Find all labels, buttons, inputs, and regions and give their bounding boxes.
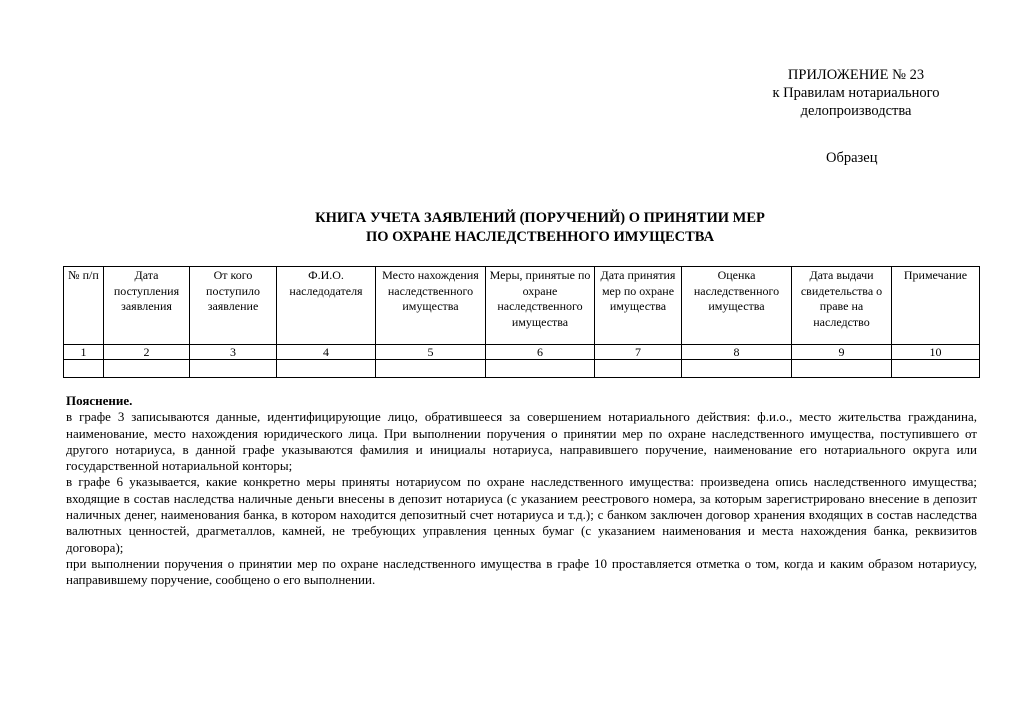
explanation-section xyxy=(66,393,977,589)
empty-cell xyxy=(486,360,595,378)
column-number: 1 xyxy=(64,345,104,360)
column-header: Дата поступления заявления xyxy=(104,267,190,345)
column-number: 9 xyxy=(792,345,892,360)
explanation-heading: Пояснение. xyxy=(66,393,133,408)
explanation-paragraph: в графе 6 указывается, какие конкретно меры приняты нотариусом по охране наследственного имущества: произведена опись наследственного имущества; входящие в состав наследства наличные деньги внесены в депозит нотариуса (с указанием реестрового номера, за которым зарегистрировано внесение в депозит наличных денег, наименования банка, в котором находится депозитный счет нотариуса и т.д.); с банком заключен договор хранения входящих в состав наследства валютных ценностей, драгметаллов, камней, не требующих управления ценных бумаг (с указанием наименования и места нахождения банка, реквизитов договора); xyxy=(66,474,977,555)
column-number: 5 xyxy=(376,345,486,360)
sample-label: Образец xyxy=(826,150,878,166)
appendix-rules-line: к Правилам нотариального xyxy=(772,85,940,101)
empty-cell xyxy=(190,360,277,378)
empty-cell xyxy=(682,360,792,378)
column-header: Примечание xyxy=(892,267,980,345)
column-number: 2 xyxy=(104,345,190,360)
empty-cell xyxy=(792,360,892,378)
empty-entry-row xyxy=(64,360,980,378)
empty-cell xyxy=(104,360,190,378)
header-row xyxy=(64,267,980,345)
column-header: Ф.И.О. наследодателя xyxy=(277,267,376,345)
column-header: № п/п xyxy=(64,267,104,345)
column-header: Дата принятия мер по охране имущества xyxy=(595,267,682,345)
empty-cell xyxy=(595,360,682,378)
column-header: Дата выдачи свидетельства о праве на наследство xyxy=(792,267,892,345)
document-title xyxy=(150,209,930,247)
empty-cell xyxy=(277,360,376,378)
appendix-number: ПРИЛОЖЕНИЕ № 23 xyxy=(787,67,925,83)
appendix-rules-line: делопроизводства xyxy=(800,103,912,119)
explanation-paragraph: при выполнении поручения о принятии мер по охране наследственного имущества в графе 10 проставляется отметка о том, когда и каким образом нотариусу, направившему поручение, сообщено о его выполнении. xyxy=(66,555,977,588)
appendix-header xyxy=(720,66,992,120)
title-line: КНИГА УЧЕТА ЗАЯВЛЕНИЙ (ПОРУЧЕНИЙ) О ПРИНЯТИИ МЕР xyxy=(315,210,765,226)
column-number: 10 xyxy=(892,345,980,360)
column-number: 4 xyxy=(277,345,376,360)
column-number: 7 xyxy=(595,345,682,360)
title-line: ПО ОХРАНЕ НАСЛЕДСТВЕННОГО ИМУЩЕСТВА xyxy=(365,229,715,245)
column-header: Оценка наследственного имущества xyxy=(682,267,792,345)
column-number-row xyxy=(64,345,980,360)
column-number: 6 xyxy=(486,345,595,360)
empty-cell xyxy=(892,360,980,378)
column-header: Место нахождения наследственного имущества xyxy=(376,267,486,345)
column-header: Меры, принятые по охране наследственного имущества xyxy=(486,267,595,345)
register-table xyxy=(63,266,980,378)
column-number: 8 xyxy=(682,345,792,360)
explanation-paragraph: в графе 3 записываются данные, идентифицирующие лицо, обратившееся за совершением нотариального действия: ф.и.о., место жительства гражданина, наименование, место нахождения юридического лица. При выполнении поручения о принятии мер по охране наследственного имущества, поступившего от другого нотариуса, в данной графе указываются фамилия и инициалы нотариуса, направившего поручение, наименование его нотариального округа или государственной нотариальной конторы; xyxy=(66,409,977,474)
column-header: От кого поступило заявление xyxy=(190,267,277,345)
empty-cell xyxy=(376,360,486,378)
empty-cell xyxy=(64,360,104,378)
column-number: 3 xyxy=(190,345,277,360)
